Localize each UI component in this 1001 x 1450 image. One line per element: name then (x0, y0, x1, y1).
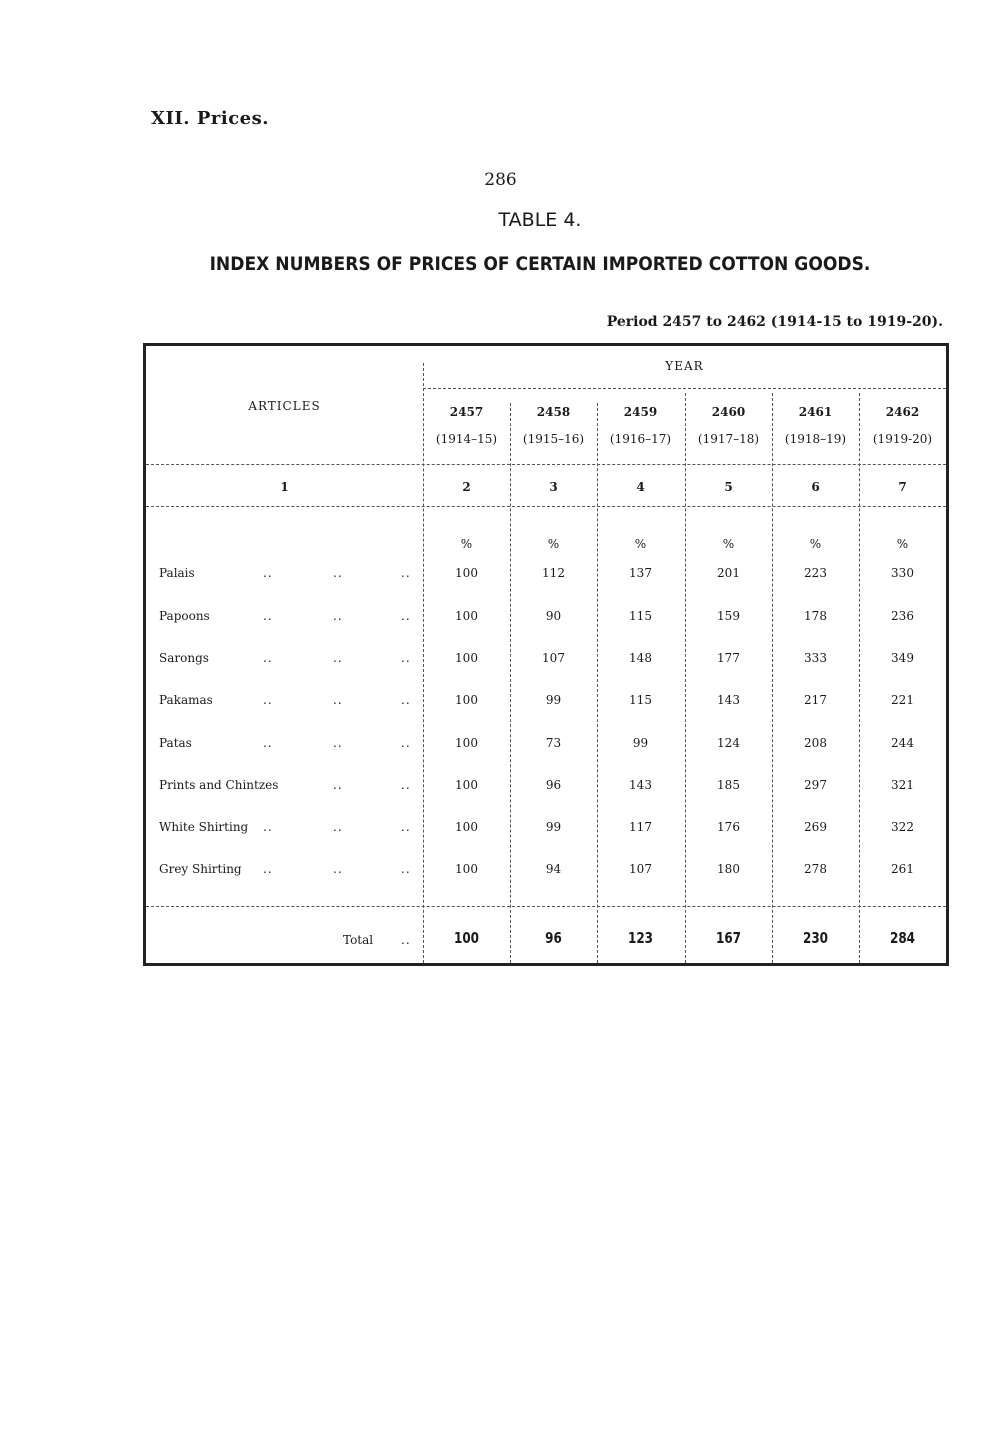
table-cell-value: 107 (629, 862, 652, 876)
column-number: 7 (898, 480, 907, 494)
table-cell-value: 99 (545, 693, 562, 707)
table-number: TABLE 4. (498, 209, 582, 231)
table-cell-value: 100 (455, 778, 478, 792)
articles-header: ARTICLES (248, 399, 321, 413)
column-period: (1918–19) (784, 432, 847, 446)
table-cell-value: 217 (804, 693, 827, 707)
row-label: Prints and Chintzes (159, 778, 279, 792)
column-year: 2458 (536, 405, 571, 419)
leader-dots: .. (333, 609, 343, 623)
leader-dots: .. (263, 736, 273, 750)
table-cell-value: 100 (455, 566, 478, 580)
table-cell-value: 137 (629, 566, 652, 580)
leader-dots: .. (333, 778, 343, 792)
table-cell-value: 223 (804, 566, 827, 580)
table-cell-value: 333 (804, 651, 827, 665)
column-period: (1915–16) (522, 432, 585, 446)
table-left-border (143, 343, 146, 966)
table-cell-value: 159 (717, 609, 740, 623)
table-bottom-border (143, 963, 949, 966)
colnum-rule (146, 506, 946, 507)
table-cell-value: 261 (891, 862, 914, 876)
table-cell-value: 124 (717, 736, 740, 750)
period-note: Period 2457 to 2462 (1914-15 to 1919-20). (606, 314, 943, 330)
column-year: 2460 (711, 405, 746, 419)
leader-dots: .. (401, 609, 411, 623)
table-cell-value: 321 (891, 778, 914, 792)
table-cell-value: 94 (545, 862, 562, 876)
total-value: 100 (453, 929, 480, 947)
column-year: 2457 (449, 405, 484, 419)
row-label: Palais (159, 566, 195, 580)
leader-dots: .. (401, 820, 411, 834)
row-label: Papoons (159, 609, 210, 623)
column-year: 2462 (885, 405, 920, 419)
column-period: (1919-20) (872, 432, 933, 446)
table-cell-value: 297 (804, 778, 827, 792)
table-cell-value: 349 (891, 651, 914, 665)
column-number: 3 (549, 480, 558, 494)
leader-dots: .. (263, 566, 273, 580)
row-label: White Shirting (159, 820, 249, 834)
table-cell-value: 90 (545, 609, 562, 623)
column-number: 2 (462, 480, 471, 494)
table-cell-value: 330 (891, 566, 914, 580)
table-cell-value: 115 (629, 609, 652, 623)
table-top-border (143, 343, 949, 346)
leader-dots: .. (263, 862, 273, 876)
column-number: 4 (636, 480, 645, 494)
col-divider-5 (859, 393, 860, 963)
leader-dots: .. (333, 651, 343, 665)
total-value: 284 (889, 929, 916, 947)
table-cell-value: 100 (455, 820, 478, 834)
unit-percent: % (547, 537, 560, 551)
leader-dots: .. (333, 862, 343, 876)
leader-dots: .. (401, 651, 411, 665)
table-cell-value: 177 (717, 651, 740, 665)
leader-dots: .. (333, 566, 343, 580)
leader-dots: .. (401, 862, 411, 876)
unit-percent: % (460, 537, 473, 551)
total-value: 123 (627, 929, 654, 947)
year-header: YEAR (665, 359, 704, 373)
table-cell-value: 115 (629, 693, 652, 707)
table-title: INDEX NUMBERS OF PRICES OF CERTAIN IMPORTED COTTON GOODS. (209, 253, 871, 275)
total-rule (146, 906, 946, 907)
leader-dots: .. (401, 933, 411, 947)
table-cell-value: 322 (891, 820, 914, 834)
total-label: Total (343, 933, 374, 947)
row-label: Grey Shirting (159, 862, 242, 876)
year-rule (423, 388, 946, 389)
table-cell-value: 117 (629, 820, 652, 834)
leader-dots: .. (263, 651, 273, 665)
table-cell-value: 221 (891, 693, 914, 707)
unit-percent: % (896, 537, 909, 551)
section-heading: XII. Prices. (151, 108, 270, 129)
table-cell-value: 99 (545, 820, 562, 834)
total-value: 96 (545, 929, 562, 947)
leader-dots: .. (333, 693, 343, 707)
leader-dots: .. (401, 778, 411, 792)
leader-dots: .. (263, 609, 273, 623)
row-label: Patas (159, 736, 192, 750)
table-cell-value: 208 (804, 736, 827, 750)
leader-dots: .. (401, 566, 411, 580)
leader-dots: .. (401, 736, 411, 750)
table-cell-value: 176 (717, 820, 740, 834)
leader-dots: .. (263, 693, 273, 707)
table-cell-value: 269 (804, 820, 827, 834)
table-cell-value: 73 (545, 736, 562, 750)
table-cell-value: 112 (542, 566, 565, 580)
column-number: 5 (724, 480, 733, 494)
table-cell-value: 100 (455, 736, 478, 750)
column-number: 6 (811, 480, 820, 494)
leader-dots: .. (263, 820, 273, 834)
table-cell-value: 100 (455, 862, 478, 876)
articles-column-number: 1 (280, 480, 289, 494)
col-divider-4 (772, 393, 773, 963)
total-value: 230 (802, 929, 829, 947)
table-cell-value: 100 (455, 693, 478, 707)
table-cell-value: 185 (717, 778, 740, 792)
unit-percent: % (634, 537, 647, 551)
table-right-border (946, 343, 949, 966)
table-cell-value: 178 (804, 609, 827, 623)
unit-percent: % (722, 537, 735, 551)
leader-dots: .. (333, 736, 343, 750)
row-label: Sarongs (159, 651, 209, 665)
table-cell-value: 244 (891, 736, 914, 750)
table-cell-value: 148 (629, 651, 652, 665)
col-divider-3 (685, 393, 686, 963)
column-period: (1916–17) (609, 432, 672, 446)
total-value: 167 (715, 929, 742, 947)
leader-dots: .. (401, 693, 411, 707)
header-rule (146, 464, 946, 465)
table-cell-value: 180 (717, 862, 740, 876)
price-index-table (143, 343, 949, 966)
table-cell-value: 100 (455, 651, 478, 665)
page-number: 286 (484, 170, 517, 190)
table-cell-value: 99 (632, 736, 649, 750)
column-year: 2459 (623, 405, 658, 419)
table-cell-value: 100 (455, 609, 478, 623)
column-period: (1914–15) (435, 432, 498, 446)
table-cell-value: 278 (804, 862, 827, 876)
table-cell-value: 107 (542, 651, 565, 665)
table-cell-value: 143 (717, 693, 740, 707)
table-cell-value: 96 (545, 778, 562, 792)
unit-percent: % (809, 537, 822, 551)
table-cell-value: 201 (717, 566, 740, 580)
table-cell-value: 236 (891, 609, 914, 623)
leader-dots: .. (333, 820, 343, 834)
column-period: (1917–18) (697, 432, 760, 446)
table-cell-value: 143 (629, 778, 652, 792)
row-label: Pakamas (159, 693, 213, 707)
column-year: 2461 (798, 405, 833, 419)
